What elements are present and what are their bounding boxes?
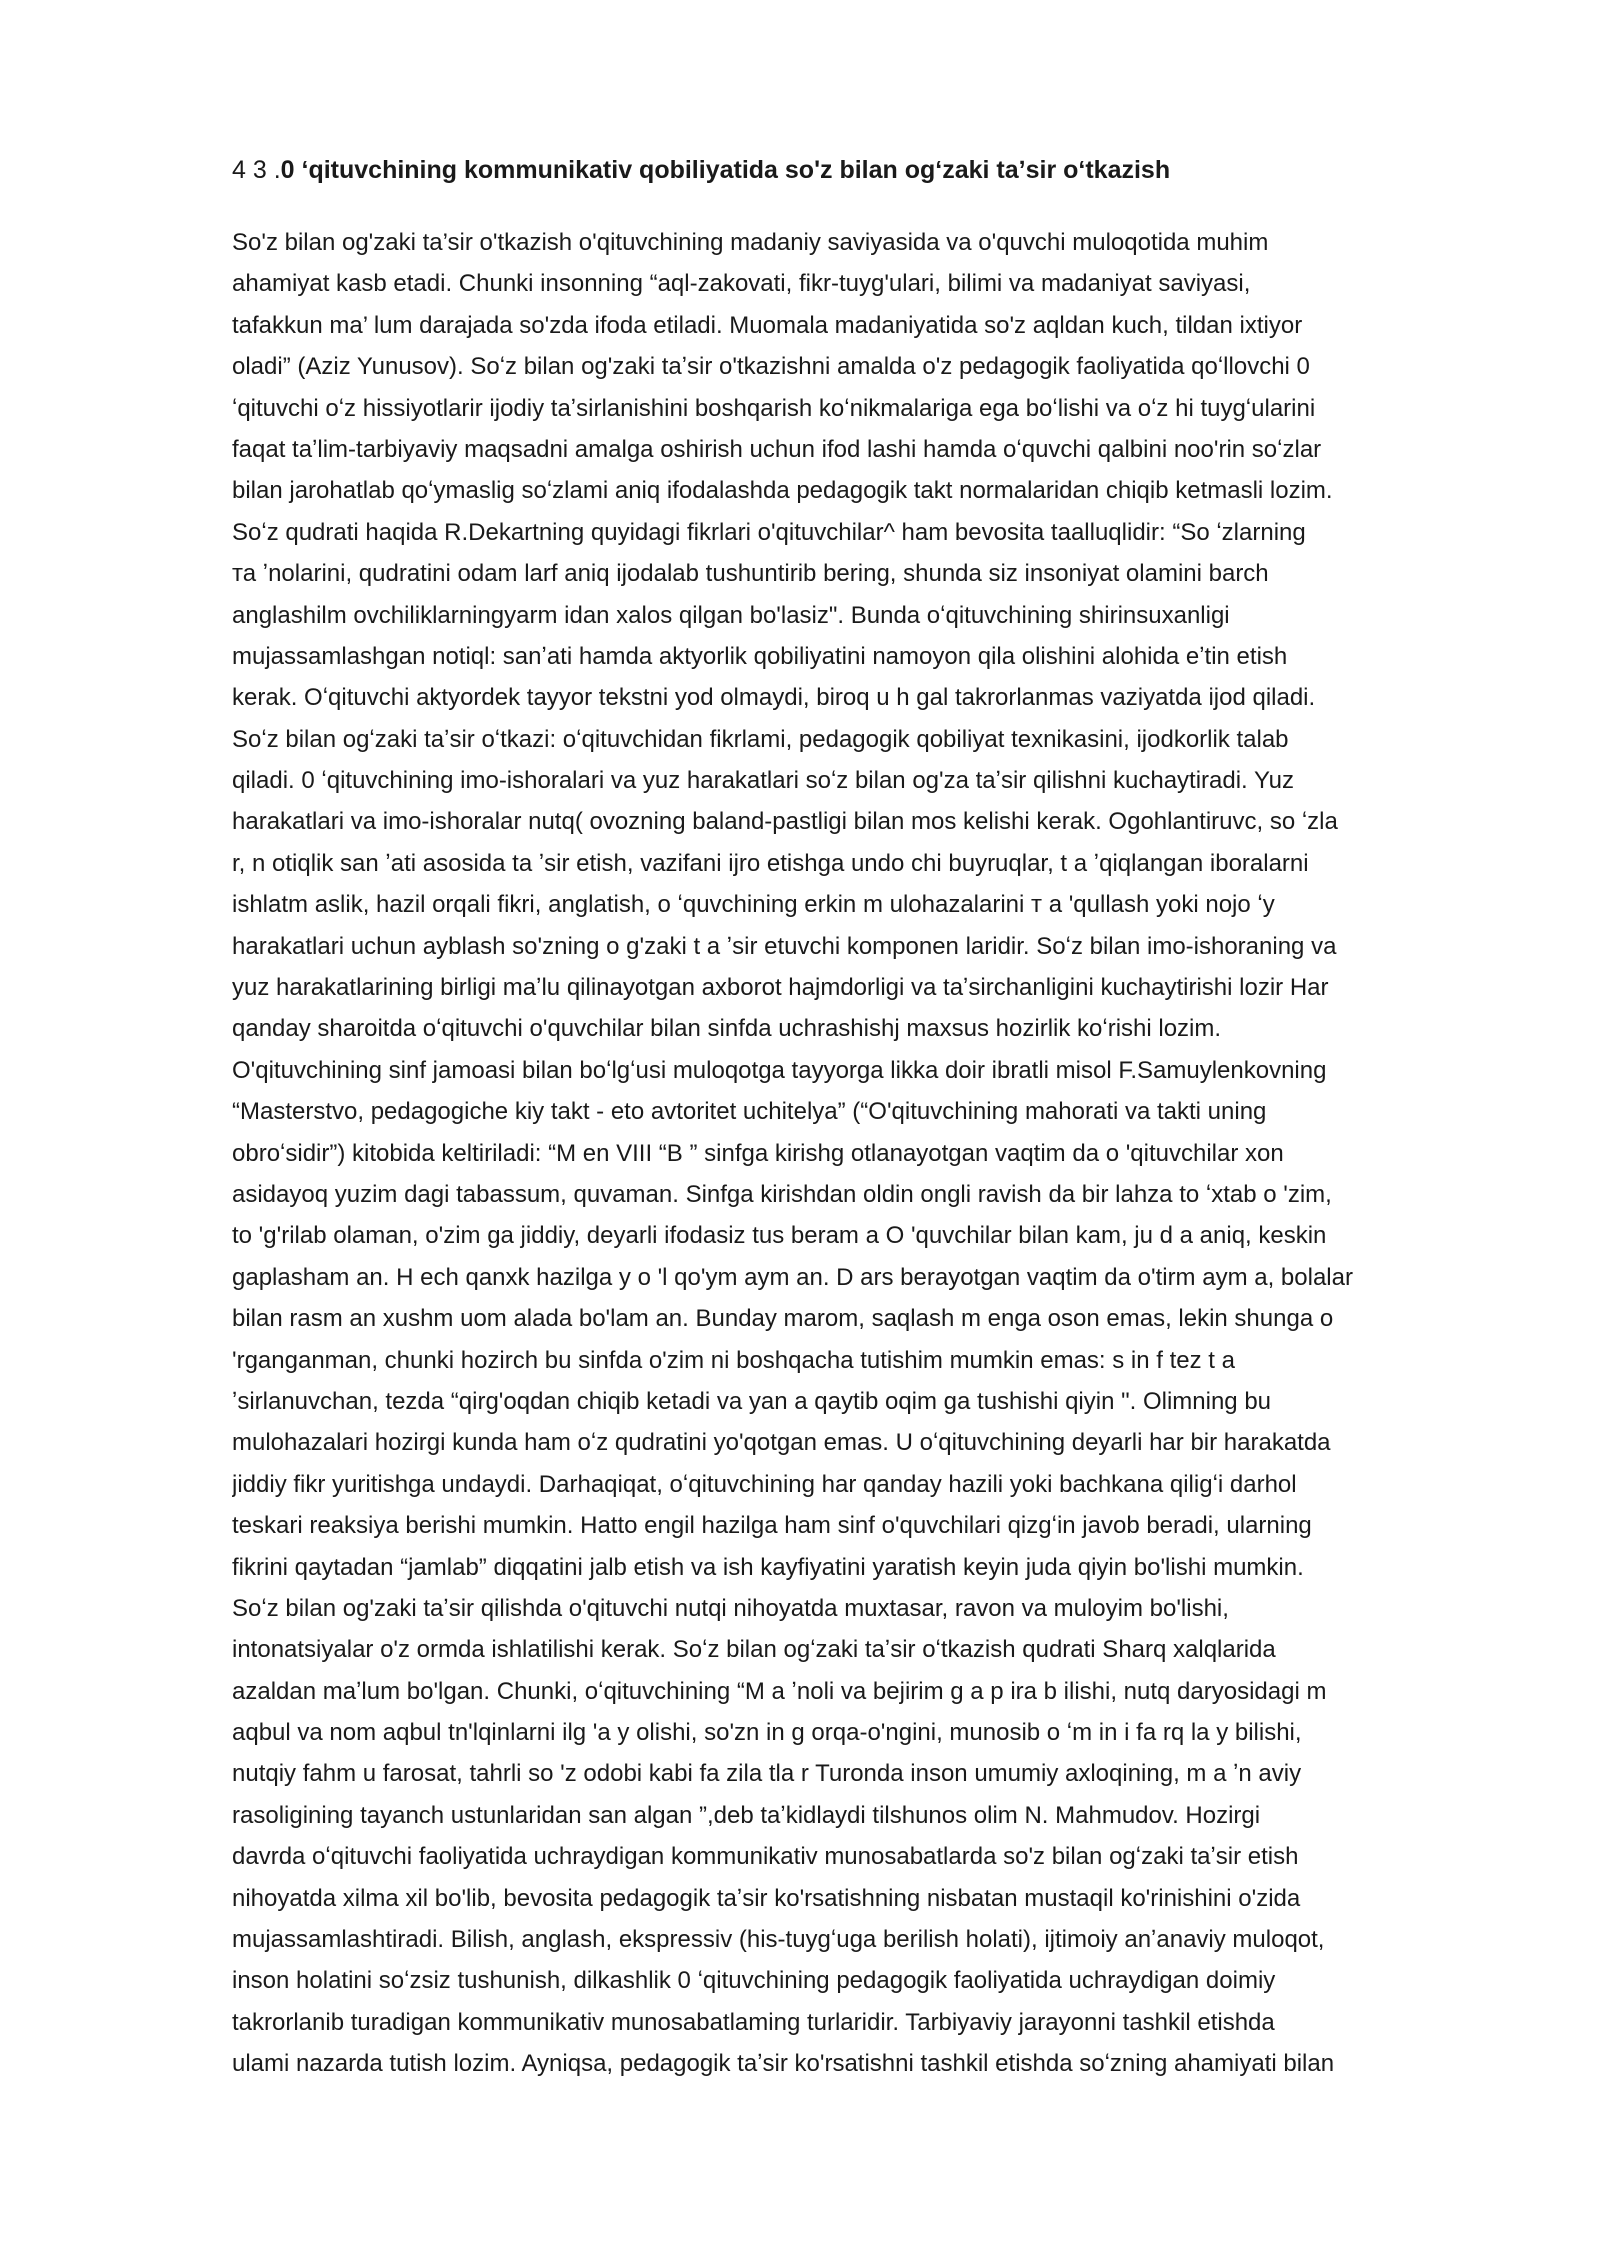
section-heading <box>232 152 1482 188</box>
text-line: Soʻz bilan ogʻzaki taʼsir oʻtkazi: oʻqituvchidan fikrlami, pedagogik qobiliyat texnikasini, ijodkorlik talab <box>232 725 1289 753</box>
text-line: Soʻz qudrati haqida R.Dekartning quyidagi fikrlari o'qituvchilar^ ham bevosita taalluqlidir: “So ʻzlarning <box>232 518 1306 546</box>
text-line: Soʻz bilan og'zaki taʼsir qilishda o'qituvchi nutqi nihoyatda muxtasar, ravon va muloyim bo'lishi, <box>232 1594 1229 1622</box>
text-line: mulohazalari hozirgi kunda ham oʻz qudratini yo'qotgan emas. U oʻqituvchining deyarli har bir harakatda <box>232 1429 1331 1457</box>
text-line: ʻqituvchi oʻz hissiyotlarir ijodiy taʼsirlanishini boshqarish koʻnikmalariga ega boʻlishi va oʻz hi tuygʻularini <box>232 394 1316 422</box>
text-line: anglashilm ovchiliklarningyarm idan xalos qilgan bo'lasiz". Bunda oʻqituvchining shirinsuxanligi <box>232 601 1230 629</box>
text-line: faqat taʼlim-tarbiyaviy maqsadni amalga oshirish uchun ifod lashi hamda oʻquvchi qalbini noo'rin soʻzlar <box>232 435 1322 463</box>
text-line: mujassamlashgan notiql: sanʼati hamda aktyorlik qobiliyatini namoyon qila olishini alohida eʼtin etish <box>232 642 1288 670</box>
section-number: 4 3 . <box>232 156 281 184</box>
text-line: gaplasham an. H ech qanxk hazilga y o 'l qo'ym aym an. D ars berayotgan vaqtim da o'tirm aym a, bolalar <box>232 1263 1353 1291</box>
text-line: bilan jarohatlab qoʻymaslig soʻzlami aniq ifodalashda pedagogik takt normalaridan chiqib ketmasli lozim. <box>232 477 1333 505</box>
body-paragraph <box>232 222 1492 2085</box>
text-line: bilan rasm an xushm uom alada bo'lam an. Bunday marom, saqlash m enga oson emas, lekin shunga o <box>232 1305 1334 1333</box>
text-line: jiddiy fikr yuritishga undaydi. Darhaqiqat, oʻqituvchining har qanday hazili yoki bachkana qiligʻi darhol <box>232 1470 1297 1498</box>
text-line: qiladi. 0 ʻqituvchining imo-ishoralari va yuz harakatlari soʻz bilan og'za taʼsir qilishni kuchaytiradi. Yuz <box>232 767 1294 795</box>
text-line: inson holatini soʻzsiz tushunish, dilkashlik 0 ʻqituvchining pedagogik faoliyatida uchraydigan doimiy <box>232 1967 1276 1995</box>
text-line: azaldan maʼlum bo'lgan. Chunki, oʻqituvchining “M a ʼnoli va bejirim g a p ira b ilishi, nutq daryosidagi m <box>232 1677 1327 1705</box>
text-line: aqbul va nom aqbul tn'lqinlarni ilg 'a y olishi, so'zn in g orqa-o'ngini, munosib o ʻm in i fa rq la y bilishi, <box>232 1719 1302 1747</box>
text-line: mujassamlashtiradi. Bilish, anglash, ekspressiv (his-tuygʻuga berilish holati), ijtimoiy anʼanaviy muloqot, <box>232 1926 1325 1954</box>
text-line: obroʻsidir”) kitobida keltiriladi: “M en VIII “B ” sinfga kirishg otlanayotgan vaqtim da o 'qituvchilar xon <box>232 1139 1284 1167</box>
text-line: O'qituvchining sinf jamoasi bilan boʻlgʻusi muloqotga tayyorga likka doir ibratli misol F.Samuylenkovning <box>232 1056 1327 1084</box>
text-line: to 'g'rilab olaman, o'zim ga jiddiy, deyarli ifodasiz tus beram a O 'quvchilar bilan kam, ju d a aniq, keskin <box>232 1222 1327 1250</box>
text-line: qanday sharoitda oʻqituvchi o'quvchilar bilan sinfda uchrashishj maxsus hozirlik koʻrishi lozim. <box>232 1015 1222 1043</box>
text-line: nutqiy fahm u farosat, tahrli so 'z odobi kabi fa zila tla r Turonda inson umumiy axloqining, m a ʼn aviy <box>232 1760 1302 1788</box>
section-title: 0 ʻqituvchining kommunikativ qobiliyatida so'z bilan ogʻzaki taʼsir oʻtkazish <box>280 156 1171 184</box>
text-line: fikrini qaytadan “jamlab” diqqatini jalb etish va ish kayfiyatini yaratish keyin juda qiyin bo'lishi mumkin. <box>232 1553 1304 1581</box>
text-line: asidayoq yuzim dagi tabassum, quvaman. Sinfga kirishdan oldin ongli ravish da bir lahza to ʻxtab o 'zim, <box>232 1180 1332 1208</box>
text-line: 'rganganman, chunki hozirch bu sinfda o'zim ni boshqacha tutishim mumkin emas: s in f tez t a <box>232 1346 1235 1374</box>
text-line: r, n otiqlik san ʼati asosida ta ʼsir etish, vazifani ijro etishga undo chi buyruqlar, t a ʼqiqlangan iboralarni <box>232 849 1309 877</box>
text-line: takrorlanib turadigan kommunikativ munosabatlaming turlaridir. Tarbiyaviy jarayonni tashkil etishda <box>232 2008 1275 2036</box>
text-line: nihoyatda xilma xil bo'lib, bevosita pedagogik taʼsir ko'rsatishning nisbatan mustaqil ko'rinishini o'zida <box>232 1884 1301 1912</box>
text-line: oladi” (Aziz Yunusov). Soʻz bilan og'zaki taʼsir o'tkazishni amalda o'z pedagogik faoliyatida qoʻllovchi 0 <box>232 353 1310 381</box>
text-line: tafakkun ma’ lum darajada so'zda ifoda etiladi. Muomala madaniyatida so'z aqldan kuch, tildan ixtiyor <box>232 311 1303 339</box>
text-line: harakatlari uchun ayblash so'zning o g'zaki t a ʼsir etuvchi komponen laridir. Soʻz bilan imo-ishoraning va <box>232 932 1337 960</box>
text-line: intonatsiyalar o'z ormda ishlatilishi kerak. Soʻz bilan ogʻzaki taʼsir oʻtkazish qudrati Sharq xalqlarida <box>232 1636 1276 1664</box>
text-line: yuz harakatlarining birligi maʼlu qilinayotgan axborot hajmdorligi va taʼsirchanligini kuchaytirishi lozir Har <box>232 974 1329 1002</box>
text-line: davrda oʻqituvchi faoliyatida uchraydigan kommunikativ munosabatlarda so'z bilan ogʻzaki taʼsir etish <box>232 1843 1299 1871</box>
text-line: So'z bilan og'zaki ta’sir o'tkazish o'qituvchining madaniy saviyasida va o'quvchi muloqotida muhim <box>232 229 1269 256</box>
text-line: ʼsirlanuvchan, tezda “qirg'oqdan chiqib ketadi va yan a qaytib oqim ga tushishi qiyin ". Olimning bu <box>232 1387 1272 1415</box>
text-line: ahamiyat kasb etadi. Chunki insonning “aql-zakovati, fikr-tuyg'ulari, bilimi va madaniyat saviyasi, <box>232 270 1251 298</box>
text-line: harakatlari va imo-ishoralar nutq( ovozning baland-pastligi bilan mos kelishi kerak. Ogohlantiruvc, so ʻzla <box>232 808 1338 836</box>
text-line: teskari reaksiya berishi mumkin. Hatto engil hazilga ham sinf o'quvchilari qizgʻin javob beradi, ularning <box>232 1512 1312 1540</box>
text-line: ulami nazarda tutish lozim. Ayniqsa, pedagogik taʼsir ko'rsatishni tashkil etishda soʻzning ahamiyati bilan <box>232 2050 1335 2078</box>
text-line: та ʼnolarini, qudratini odam larf aniq ijodalab tushuntirib bering, shunda siz insoniyat olamini barch <box>232 560 1269 588</box>
text-line: “Masterstvo, pedagogiche kiy takt - eto avtoritet uchitelya” (“O'qituvchining mahorati va takti uning <box>232 1098 1267 1126</box>
text-line: rasoligining tayanch ustunlaridan san algan ”,deb taʼkidlaydi tilshunos olim N. Mahmudov. Hozirgi <box>232 1801 1261 1829</box>
text-line: kerak. Oʻqituvchi aktyordek tayyor tekstni yod olmaydi, biroq u h gal takrorlanmas vaziyatda ijod qiladi. <box>232 684 1316 712</box>
text-line: ishlatm aslik, hazil orqali fikri, anglatish, o ʻquvchining erkin m ulohazalarini т a 'qullash yoki nojo ʻy <box>232 891 1275 919</box>
